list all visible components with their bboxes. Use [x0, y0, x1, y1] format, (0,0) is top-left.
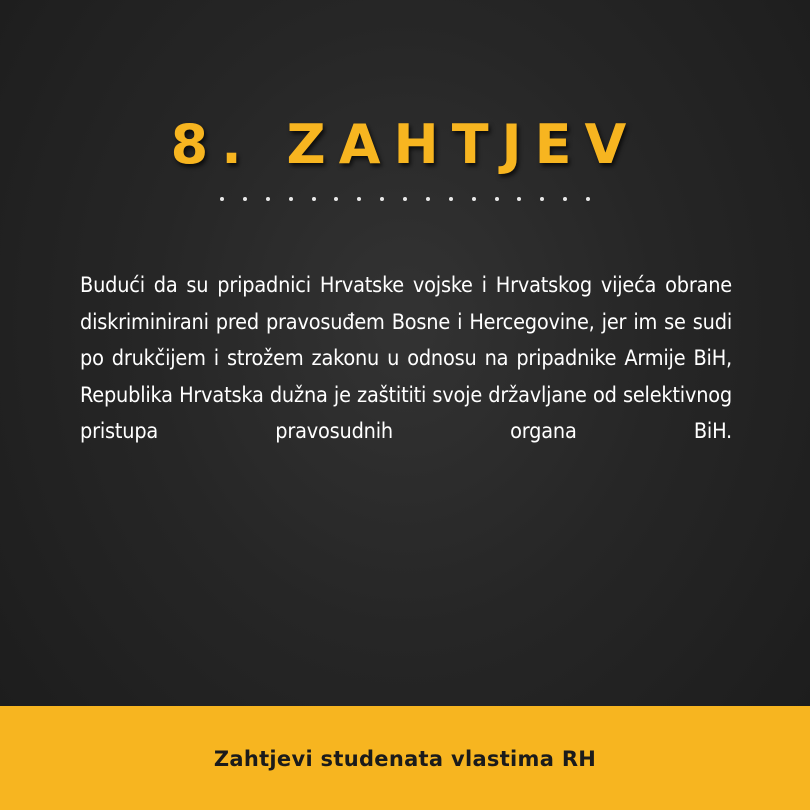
divider-dot: [495, 197, 499, 201]
divider-dot: [312, 197, 316, 201]
divider-dot: [540, 197, 544, 201]
footer-banner: [0, 706, 810, 810]
divider-dot: [586, 197, 590, 201]
divider-dot: [517, 197, 521, 201]
page-title: 8. ZAHTJEV: [170, 113, 640, 176]
divider-dot: [563, 197, 567, 201]
divider-dot: [357, 197, 361, 201]
demand-paragraph: Budući da su pripadnici Hrvatske vojske i Hrvatskog vijeća obrane diskriminirani pred pravosuđem Bosne i Hercegovine, jer im se sudi po drukčijem i strožem zakonu u odnosu na pripadnike Armije BiH, Republika Hrvatska dužna je zaštititi svoje državljane od selektivnog pristupa pravosudnih organa BiH.: [80, 273, 732, 444]
divider-dot: [380, 197, 384, 201]
divider-dot: [243, 197, 247, 201]
divider-dot: [449, 197, 453, 201]
divider-dot: [266, 197, 270, 201]
divider-dot: [220, 197, 224, 201]
footer-label: Zahtjevi studenata vlastima RH: [213, 747, 597, 771]
divider-dot: [472, 197, 476, 201]
divider-dot: [289, 197, 293, 201]
divider-dot: [426, 197, 430, 201]
divider-dot: [403, 197, 407, 201]
divider-dot: [334, 197, 338, 201]
dotted-divider: [220, 194, 590, 204]
